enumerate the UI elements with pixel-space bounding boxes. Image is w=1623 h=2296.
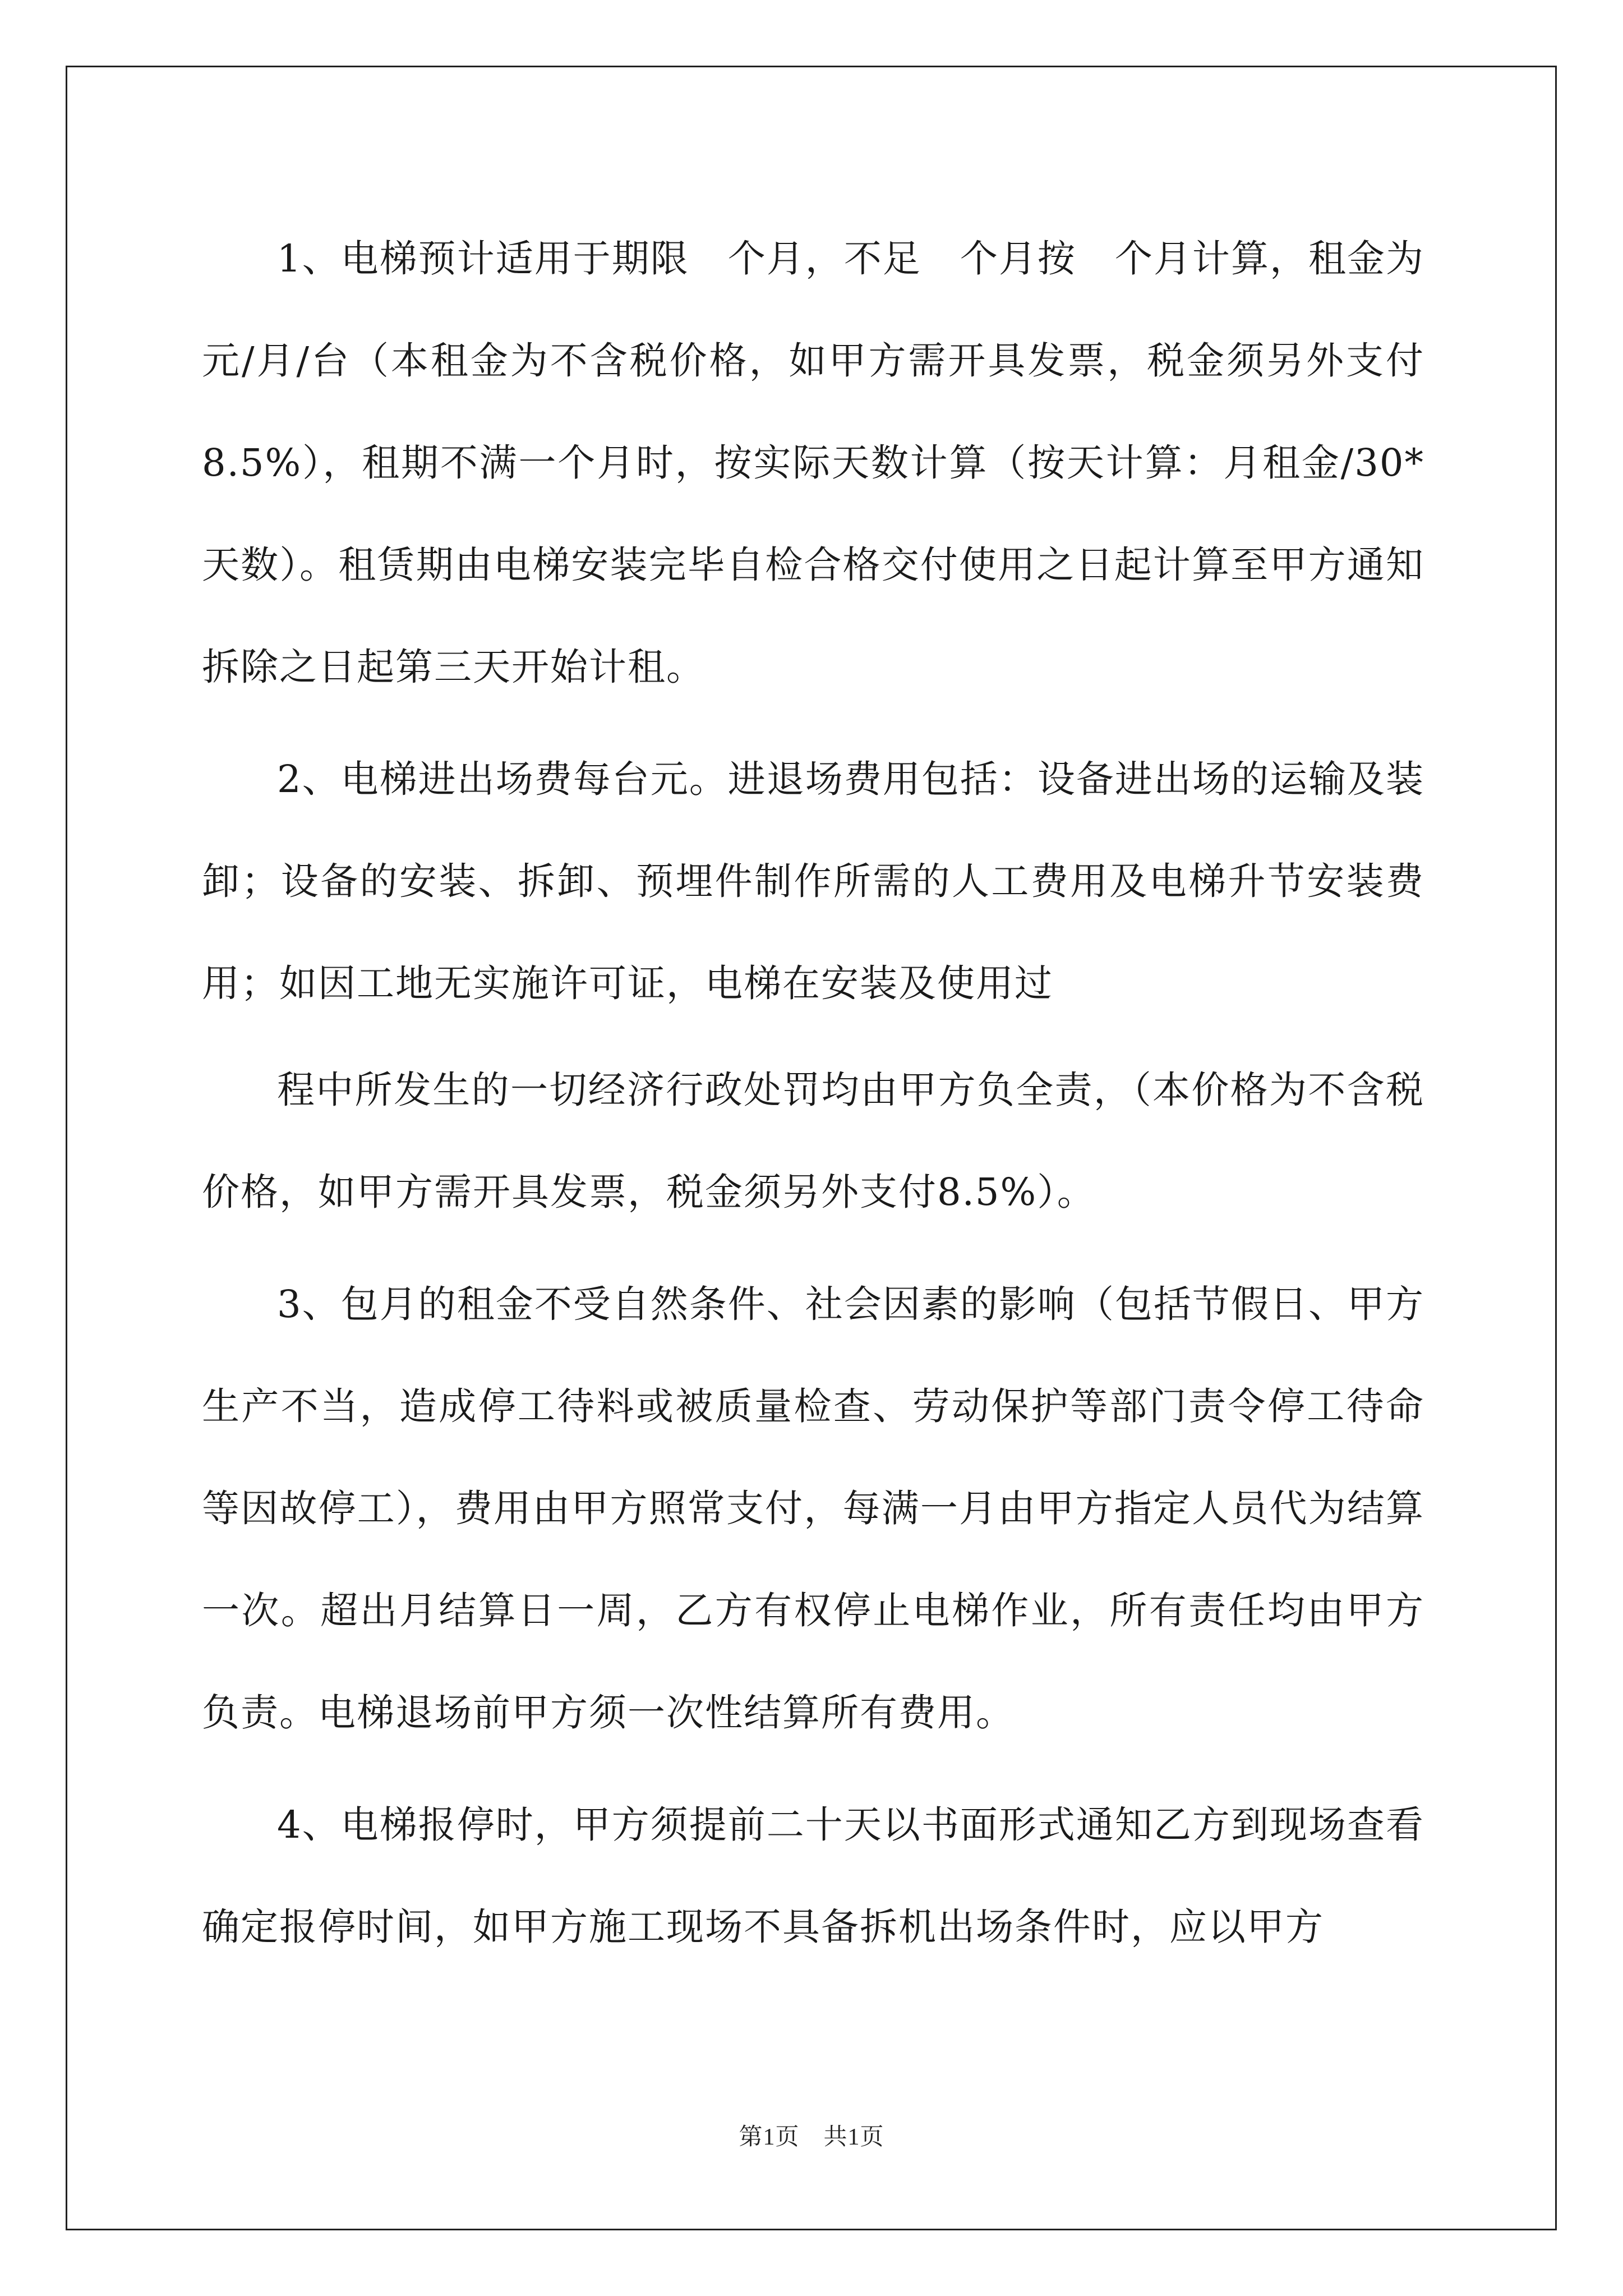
paragraph-3: 3、包月的租金不受自然条件、社会因素的影响（包括节假日、甲方生产不当，造成停工待料或被质量检查、劳动保护等部门责令停工待命等因故停工），费用由甲方照常支付，每满一月由甲方指定人员代为结算一次。超出月结算日一周，乙方有权停止电梯作业，所有责任均由甲方负责。电梯退场前甲方须一次性结算所有费用。 xyxy=(202,1282,1424,1734)
paragraph-2-continued: 程中所发生的一切经济行政处罚均由甲方负全责，（本价格为不含税价格，如甲方需开具发票，税金须另外支付8.5%）。 xyxy=(202,1068,1424,1214)
paragraph-4: 4、电梯报停时，甲方须提前二十天以书面形式通知乙方到现场查看确定报停时间，如甲方施工现场不具备拆机出场条件时，应以甲方 xyxy=(202,1803,1424,1949)
paragraph-2: 2、电梯进出场费每台元。进退场费用包括：设备进出场的运输及装卸；设备的安装、拆卸、预埋件制作所需的人工费用及电梯升节安装费用；如因工地无实施许可证，电梯在安装及使用过 xyxy=(202,757,1424,1005)
page-number-label: 第1页 共1页 xyxy=(739,2124,884,2150)
paragraph-1: 1、电梯预计适用于期限 个月，不足 个月按 个月计算，租金为 元/月/台（本租金为不含税价格，如甲方需开具发票，税金须另外支付8.5%），租期不满一个月时，按实际天数计算（按天计算：月租金/30*天数）。租赁期由电梯安装完毕自检合格交付使用之日起计算至甲方通知拆除之日起第三天开始计租。 xyxy=(202,237,1463,689)
document-body xyxy=(202,208,1463,1978)
page-footer xyxy=(0,2118,1623,2152)
